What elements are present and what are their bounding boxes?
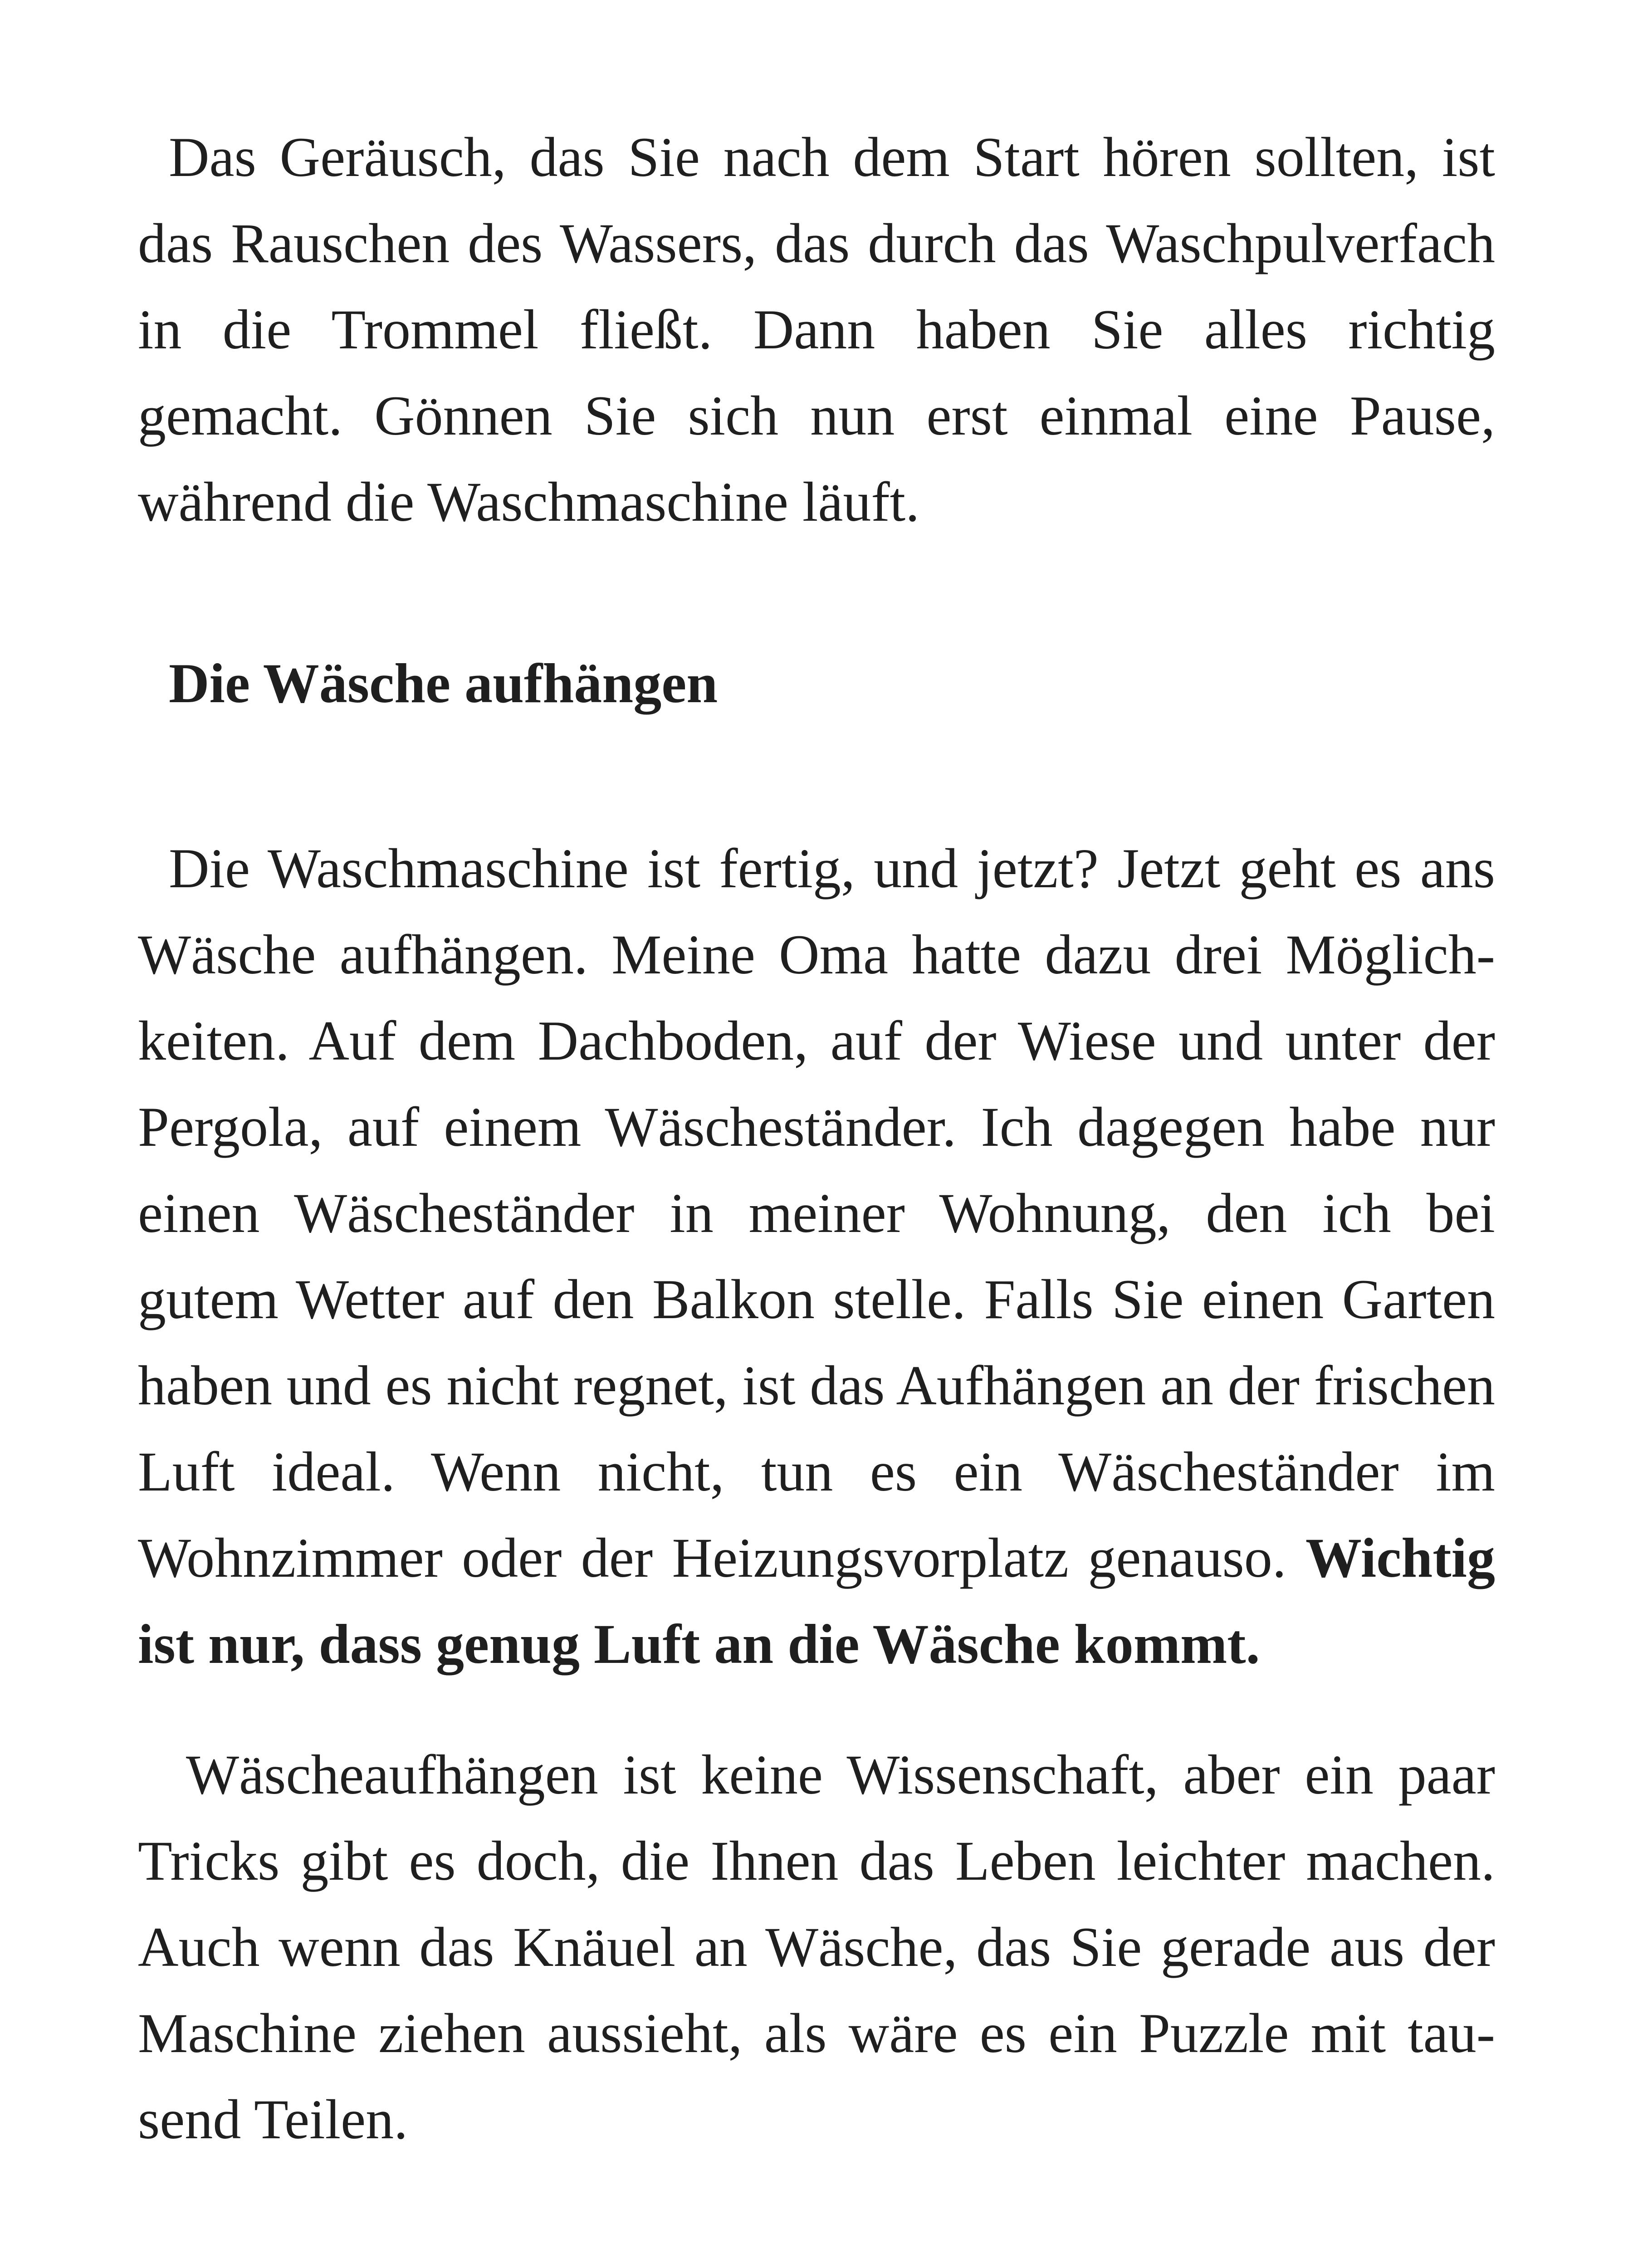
paragraph-hanging-tricks: Wäscheaufhängen ist keine Wissenschaft, aber ein paar Tricks gibt es doch, die Ihnen das Leben leichter machen. Auch wenn das Knäuel an Wäsche, das Sie gerade aus der Maschine ziehen aussieht, als wäre es ein Puzzle mit tausend Teilen.: [138, 1744, 1495, 2151]
paragraph-hanging-laundry: [138, 826, 1495, 1687]
section-heading: Die Wäsche aufhängen: [169, 652, 718, 714]
paragraph-washing-noise: Das Geräusch, das Sie nach dem Start hören sollten, ist das Rauschen des Wassers, das durch das Waschpulverfach in die Trommel fließt. Dann haben Sie alles richtig gemacht. Gönnen Sie sich nun erst einmal eine Pause, während die Waschmaschine läuft.: [138, 126, 1495, 533]
paragraph-hanging-laundry-text: Die Waschmaschine ist fertig, und jetzt? Jetzt geht es ans Wäsche aufhängen. Meine Oma hatte dazu drei Möglichkeiten. Auf dem Dachboden, auf der Wiese und unter der Pergola, auf einem Wäscheständer. Ich dagegen habe nur einen Wäscheständer in meiner Wohnung, den ich bei gutem Wetter auf den Balkon stelle. Falls Sie einen Garten haben und es nicht regnet, ist das Aufhängen an der frischen Luft ideal. Wenn nicht, tun es ein Wäscheständer im Wohnzimmer oder der Heizungsvorplatz genauso.: [138, 837, 1495, 1589]
paragraph-hanging-laundry-bold: Wichtig ist nur, dass genug Luft an die Wäsche kommt.: [138, 1527, 1496, 1675]
